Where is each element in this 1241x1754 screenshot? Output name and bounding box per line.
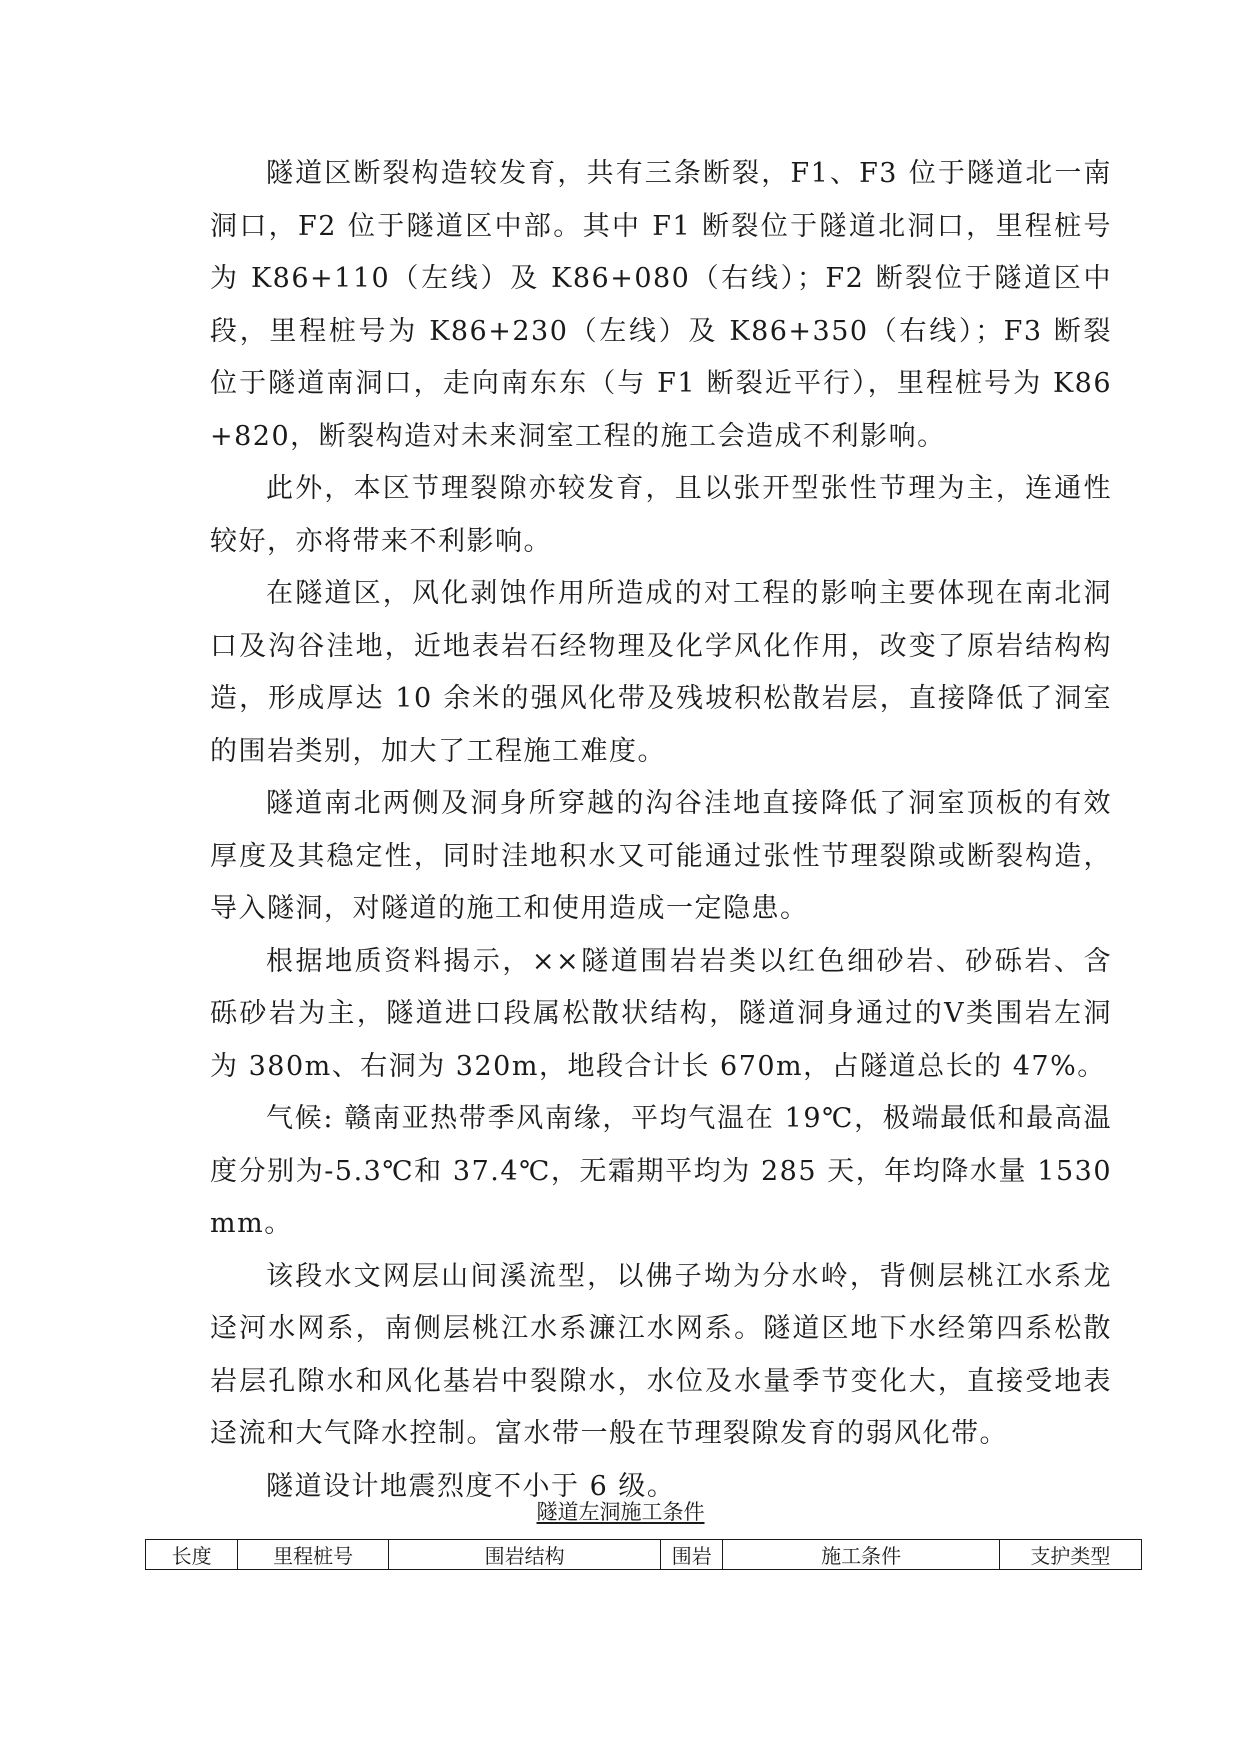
paragraph-climate: 气候: 赣南亚热带季风南缘，平均气温在 19℃，极端最低和最高温度分别为-5.3℃和 37.4℃，无霜期平均为 285 天，年均降水量 1530mm。: [210, 1103, 1112, 1239]
body-text: [210, 148, 1112, 1513]
header-chainage: 里程桩号: [238, 1540, 389, 1570]
construction-conditions-table: [145, 1539, 1142, 1570]
header-rock-structure: 围岩结构: [389, 1540, 661, 1570]
paragraph-weathering: 在隧道区，风化剥蚀作用所造成的对工程的影响主要体现在南北洞口及沟谷洼地，近地表岩石经物理及化学风化作用，改变了原岩结构构造，形成厚达 10 余米的强风化带及残坡积松散岩层，直接降低了洞室的围岩类别，加大了工程施工难度。: [210, 578, 1112, 767]
table-header-row: [146, 1540, 1142, 1570]
paragraph-seismic: 隧道设计地震烈度不小于 6 级。: [266, 1470, 676, 1502]
header-support-type: 支护类型: [999, 1540, 1141, 1570]
paragraph-faults: 隧道区断裂构造较发育，共有三条断裂，F1、F3 位于隧道北一南洞口，F2 位于隧道区中部。其中 F1 断裂位于隧道北洞口，里程桩号为 K86+110（左线）及 K86+080（右线）；F2 断裂位于隧道区中段，里程桩号为 K86+230（左线）及 K86+350（右线）；F3 断裂位于隧道南洞口，走向南东东（与 F1 断裂近平行），里程桩号为 K86+820，断裂构造对未来洞室工程的施工会造成不利影响。: [210, 158, 1112, 452]
paragraph-hydrology: 该段水文网层山间溪流型，以佛子坳为分水岭，背侧层桃江水系龙迳河水网系，南侧层桃江水系濂江水网系。隧道区地下水经第四系松散岩层孔隙水和风化基岩中裂隙水，水位及水量季节变化大，直接受地表迳流和大气降水控制。富水带一般在节理裂隙发育的弱风化带。: [210, 1260, 1112, 1449]
paragraph-valley: 隧道南北两侧及洞身所穿越的沟谷洼地直接降低了洞室顶板的有效厚度及其稳定性，同时洼地积水又可能通过张性节理裂隙或断裂构造，导入隧洞，对隧道的施工和使用造成一定隐患。: [210, 788, 1112, 924]
paragraph-geology: 根据地质资料揭示，××隧道围岩岩类以红色细砂岩、砂砾岩、含砾砂岩为主，隧道进口段属松散状结构，隧道洞身通过的Ⅴ类围岩左洞为 380m、右洞为 320m，地段合计长 670m，占隧道总长的 47%。: [210, 945, 1112, 1082]
header-construction-conditions: 施工条件: [723, 1540, 999, 1570]
header-rock-class: 围岩: [661, 1540, 723, 1570]
table-caption: 隧道左洞施工条件: [536, 1500, 705, 1524]
paragraph-joints: 此外，本区节理裂隙亦较发育，且以张开型张性节理为主，连通性较好，亦将带来不利影响。: [210, 473, 1112, 557]
header-length: 长度: [146, 1540, 238, 1570]
